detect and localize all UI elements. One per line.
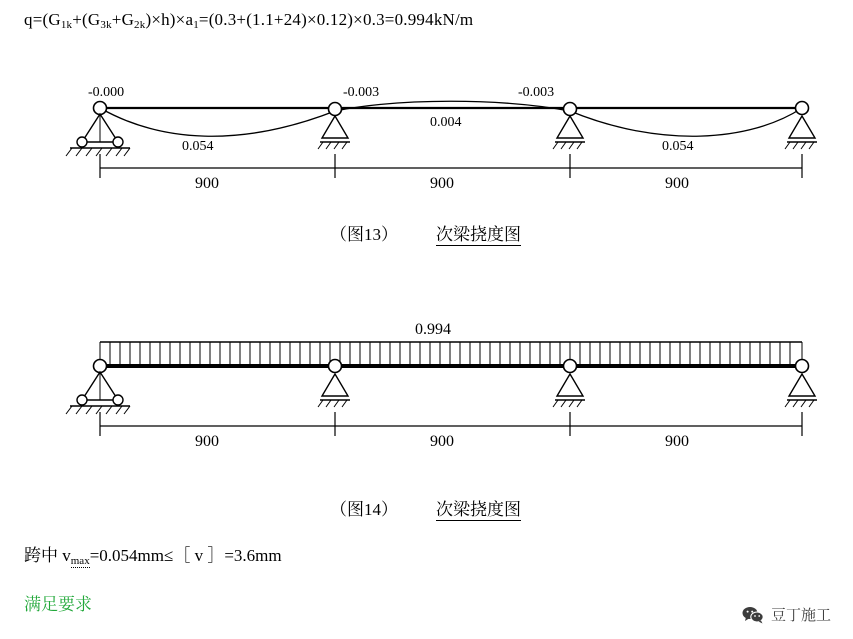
dimension-value-1: 900: [195, 433, 219, 450]
deflection-curve-span-1: [100, 108, 335, 136]
node-circle-2: [329, 103, 342, 116]
figure-14-caption-label: （图14）: [330, 500, 398, 519]
label-span3-value: 0.054: [662, 139, 694, 154]
dimension-value-3: 900: [665, 433, 689, 450]
dimension-value-2: 900: [430, 433, 454, 450]
result-suffix: =0.054mm≤［ v ］=3.6mm: [89, 546, 282, 565]
figure-14-svg: [60, 320, 840, 460]
conclusion-text: 满足要求: [24, 595, 92, 614]
label-node3-value: -0.003: [518, 85, 555, 100]
formula-mid-3: )×h)×a: [145, 10, 194, 29]
formula-sub-2k: 2k: [134, 19, 146, 31]
node-circle-3: [564, 103, 577, 116]
wechat-icon: [742, 606, 764, 624]
label-node1-value: -0.000: [88, 85, 125, 100]
load-value-label: 0.994: [415, 321, 451, 338]
formula-sub-a1: 1: [193, 19, 199, 31]
support-roller-4: [785, 116, 817, 149]
figure-14-load-diagram: [60, 320, 840, 460]
formula-sub-3k: 3k: [100, 19, 112, 31]
node-circle-2: [329, 360, 342, 373]
figure-14-caption-title: 次梁挠度图: [436, 500, 521, 519]
node-circle-3: [564, 360, 577, 373]
formula-lhs: q=(G: [24, 10, 61, 29]
support-roller-3: [553, 116, 585, 149]
dimension-value-2: 900: [430, 175, 454, 192]
watermark-label: 豆丁施工: [770, 607, 831, 624]
figure-13-caption-label: （图13）: [330, 225, 398, 244]
dimension-value-3: 900: [665, 175, 689, 192]
label-node2-value: -0.003: [343, 85, 380, 100]
node-circle-1: [94, 360, 107, 373]
support-pinned-1: [66, 114, 130, 156]
node-circle-4: [796, 102, 809, 115]
dimension-value-1: 900: [195, 175, 219, 192]
support-roller-4: [785, 374, 817, 407]
distributed-load-arrows: [100, 342, 802, 364]
figure-13-caption-title: 次梁挠度图: [436, 225, 521, 244]
deflection-curve-span-2: [335, 101, 570, 111]
node-circle-4: [796, 360, 809, 373]
node-circle-1: [94, 102, 107, 115]
formula-rhs: =(0.3+(1.1+24)×0.12)×0.3=0.994kN/m: [198, 10, 474, 29]
figure-13-caption: [330, 220, 521, 245]
formula-mid-2: +G: [111, 10, 135, 29]
result-line: [24, 541, 282, 566]
watermark: [742, 604, 831, 625]
result-prefix: 跨中 v: [24, 546, 71, 565]
formula-sub-1k: 1k: [60, 19, 73, 31]
deflection-curve-span-3: [570, 108, 802, 136]
support-roller-2: [318, 374, 350, 407]
support-pinned-1: [66, 372, 130, 414]
support-roller-2: [318, 116, 350, 149]
support-roller-3: [553, 374, 585, 407]
label-span1-value: 0.054: [182, 139, 214, 154]
formula-line: [24, 10, 473, 30]
formula-mid-1: +(G: [72, 10, 101, 29]
result-subscript: max: [70, 555, 90, 567]
figure-14-caption: [330, 495, 521, 520]
label-midspan-value: 0.004: [430, 115, 462, 130]
figure-13-svg: [60, 80, 840, 200]
figure-13-deflection-diagram: [60, 80, 840, 200]
